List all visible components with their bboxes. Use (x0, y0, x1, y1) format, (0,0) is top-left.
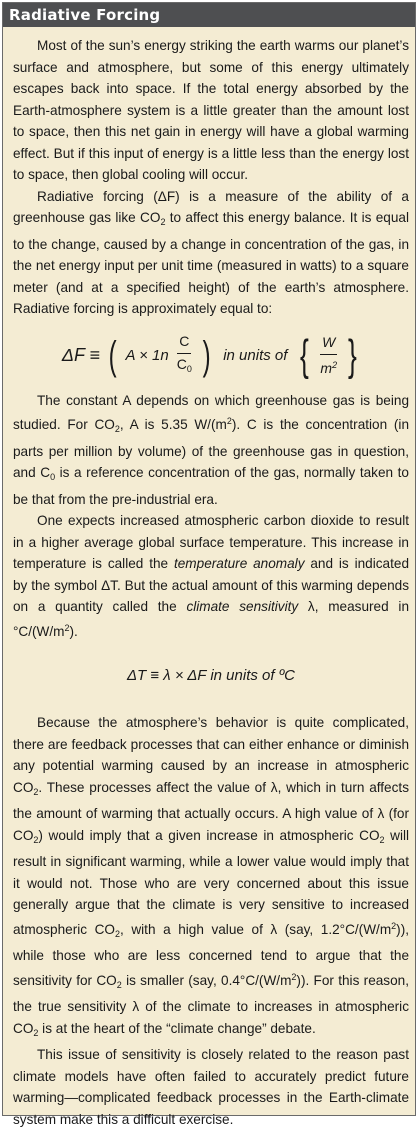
equation-radiative-forcing (13, 324, 409, 388)
eq1-denominator: $C_0$ (176, 355, 192, 374)
sidebar-box (2, 2, 416, 1127)
paragraph-6: This issue of sensitivity is closely related to the reason past climate models have often failed to accurately predict future warming—complicated feedback processes in the Earth-climate system make this a difficult exercise. (13, 1047, 409, 1127)
eq1-units-label: in units of (223, 346, 288, 364)
eq1-close-paren: ) (202, 333, 211, 378)
eq1-a-term: A × 1n (125, 346, 169, 364)
eq1-open-paren: ( (108, 333, 117, 378)
paragraph-2: Radiative forcing (ΔF) is a measure of the ability of a greenhouse gas like $CO_2$ to affect this energy balance. It is equal to the change, caused by a change in concentration of the gas, in the net energy input per unit time (measured in watts) to a square meter (and at a specified height) of the earth’s atmosphere. Radiative forcing is approximately equal to: (13, 188, 409, 316)
eq1-unit-denominator: $m^2$ (320, 359, 338, 376)
eq1-unit-fraction (320, 332, 337, 379)
paragraph-5: Because the atmosphere’s behavior is quite complicated, there are feedback processes that can either enhance or diminish any potential warming caused by an increase in atmospheric $CO_2$. These processes affect the value of λ, which in turn affects the amount of warming that actually occurs. A high value of λ (for $CO_2$) would imply that a given increase in atmospheric $CO_2$ will result in significant warming, while a lower value would imply that it would not. Those who are very concerned about this issue generally argue that the climate is very sensitive to increased atmospheric $CO_2$, with a high value of λ (say, $1.2^\circ C/(W/m^2)$), while those who are less concerned tend to argue that the sensitivity for $CO_2$ is smaller (say, $0.4^\circ C/(W/m^2)$). For this reason, the true sensitivity λ of the climate to increases in atmospheric $CO_2$ is at the heart of the “climate change” debate. (13, 715, 410, 1038)
eq1-close-brace: } (348, 330, 358, 380)
paragraph-4: One expects increased atmospheric carbon dioxide to result in a higher average global surface temperature. This increase in temperature is called the temperature anomaly and is indicated by the symbol ΔT. But the actual amount of this warming depends on a quantity called the climate sensitivity λ, measured in $^\circ C/(W/m^2)$. (13, 513, 410, 639)
eq1-unit-numerator: W (320, 332, 337, 355)
eq1-lhs: ΔF ≡ (61, 344, 101, 365)
paragraph-1: Most of the sun’s energy striking the earth warms our planet’s surface and atmosphere, but some of this energy ultimately escapes back into space. If the total energy absorbed by the Earth-atmosphere system is a little greater than the amount lost to space, then this net gain in energy will have a global warming effect. But if this input of energy is a little less than the energy lost to space, then global cooling will occur. (13, 38, 409, 182)
equation-temperature-anomaly: ΔT ≡ λ × ΔF in units of ºC (126, 667, 296, 685)
box-title: Radiative Forcing (3, 3, 415, 27)
eq1-fraction (177, 331, 192, 380)
paragraph-3: The constant A depends on which greenhouse gas is being studied. For $CO_2$, A is 5.35 $W/(m^2)$. C is the concentration (in parts per million by volume) of the greenhouse gas in question, and $C_0$ is a reference concentration of the gas, normally taken to be that from the pre-industrial era. (13, 392, 410, 507)
box-body (13, 35, 409, 1130)
eq1-numerator: C (177, 331, 191, 354)
eq1-open-brace: { (300, 330, 310, 380)
